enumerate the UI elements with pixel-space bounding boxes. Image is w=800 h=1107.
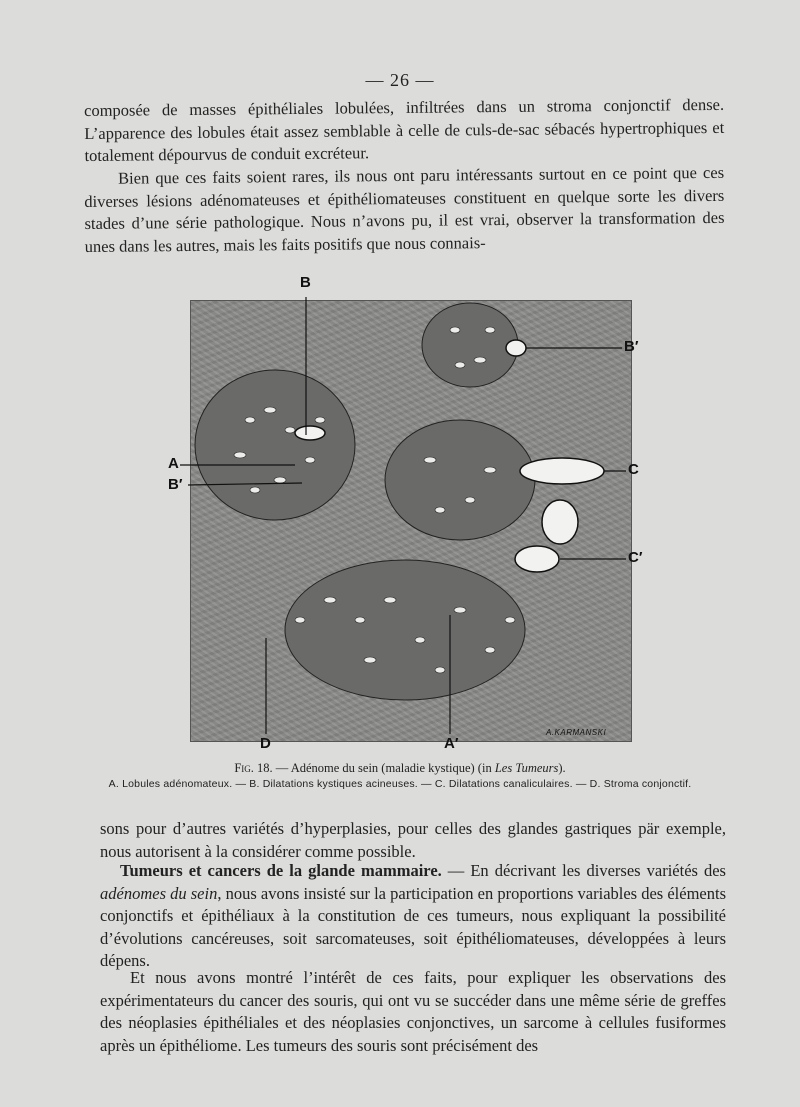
caption-end: ). (558, 761, 566, 775)
paragraph-4 (100, 860, 726, 973)
label-B-prime-right: B′ (624, 338, 639, 355)
label-C-prime: C′ (628, 549, 643, 566)
dilatation-B-prime-right (506, 340, 526, 356)
lobule-left (195, 370, 355, 520)
lobule-top-right (422, 303, 518, 387)
paragraph-1: composée de masses épithéliales lobulées, infiltrées dans un stroma conjonctif dense. L’apparence des lobules était assez semblable à celle de culs-de-sac sébacés hypertrophiques et totalement dépourvus de conduit excréteur. (84, 94, 725, 165)
paragraph-4-emphasis: adénomes du sein (100, 883, 218, 903)
figure-histology (160, 270, 660, 760)
paragraph-2 (84, 162, 725, 258)
dilatation-C (520, 458, 604, 484)
caption-main: 18. — Adénome du sein (maladie kystique) (in (253, 761, 495, 775)
paragraph-4-rest: , nous avons insisté sur la participation en proportions variables des éléments conjonctifs et épithéliaux à la constitution de ces tumeurs, nous expliquant la possibilité d’évolutions cancéreuses, soit sarcomateuses, soit épithéliomateuses, développées à leurs dépens. (100, 883, 726, 970)
dilatation-B (295, 426, 325, 440)
dilatation-C-prime (515, 546, 559, 572)
paragraph-4-dash: — En décrivant les diverses variétés des (441, 861, 726, 880)
paragraph-5 (100, 967, 726, 1057)
dilatation-canal (542, 500, 578, 544)
paragraph-5-text: Et nous avons montré l’intérêt de ces faits, pour expliquer les observations des expérimentateurs du cancer des souris, qui ont vu se succéder dans une même série de greffes des néoplasies épithéliales et des néoplasies conjonctives, un sarcome à cellules fusiformes après un épithéliome. Les tumeurs des souris sont précisément des (100, 968, 726, 1055)
caption-fig-prefix: Fig. (234, 761, 254, 775)
caption-source: Les Tumeurs (494, 761, 559, 775)
paragraph-2-text: Bien que ces faits soient rares, ils nous ont paru intéressants surtout en ce point que ces diverses lésions adénomateuses et épithéliomateuses constituent en quelque sorte les divers stades d’une série pathologique. Nous n’avons pu, il est vrai, observer la transformation des unes dans les autres, mais les faits positifs que nous connais- (84, 162, 725, 256)
label-B-prime-left: B′ (168, 476, 183, 493)
figure-caption (0, 758, 800, 778)
paragraph-3: sons pour d’autres variétés d’hyperplasies, pour celles des glandes gastriques pär exemple, nous autorisent à la considérer comme possible. (100, 819, 726, 861)
label-D: D (260, 735, 271, 752)
section-heading: Tumeurs et cancers de la glande mammaire. (120, 861, 442, 880)
lobule-bottom (285, 560, 525, 700)
label-A: A (168, 455, 179, 472)
lobule-center-right (385, 420, 535, 540)
figure-drawing (160, 270, 660, 760)
label-B: B (300, 274, 311, 291)
label-A-prime: A′ (444, 735, 459, 752)
label-C: C (628, 461, 639, 478)
page-number: — 26 — (365, 70, 435, 90)
artist-signature: A.KARMANSKI (546, 728, 607, 737)
figure-legend: A. Lobules adénomateux. — B. Dilatations kystiques acineuses. — C. Dilatations canaliculaires. — D. Stroma conjonctif. (108, 778, 692, 790)
